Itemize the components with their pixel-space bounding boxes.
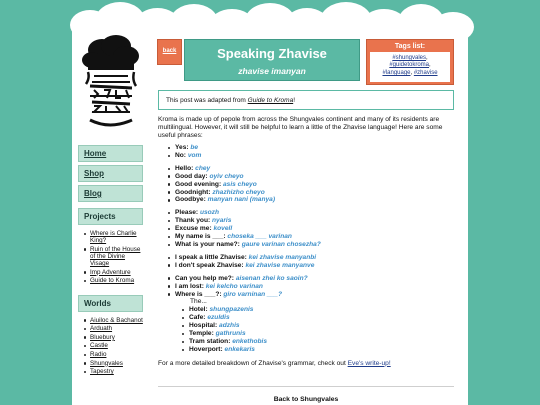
outro-text: For a more detailed breakdown of Zhavise's grammar, check out Eve's write-up!	[158, 359, 391, 367]
phrase-english: Yes:	[175, 144, 191, 151]
nav-shop[interactable]: Shop	[78, 165, 143, 182]
phrase-item	[168, 241, 456, 249]
phrase-zhavise: kei kelcho varinan	[205, 282, 263, 290]
phrase-zhavise: ezuldis	[207, 314, 230, 322]
phrase-english: Good evening:	[175, 180, 223, 188]
phrase-item	[168, 165, 456, 173]
phrase-item	[168, 209, 456, 217]
back-button[interactable]: back	[157, 39, 182, 65]
phrase-zhavise: chey	[195, 164, 211, 172]
project-item[interactable]: Imp Adventure	[84, 269, 145, 276]
tag-link[interactable]: #shungvales	[392, 55, 427, 61]
world-item[interactable]: Bluebury	[84, 334, 145, 341]
phrase-english: I don't speak Zhavise:	[175, 261, 246, 269]
tag-link[interactable]: #zhavise	[413, 69, 438, 76]
project-item[interactable]: Where is Charlie King?	[84, 230, 145, 244]
phrase-item	[182, 306, 456, 314]
world-item[interactable]: Arduath	[84, 325, 145, 332]
tag-link[interactable]: #language	[382, 69, 411, 76]
tags-list: #shungvales, #guidetokroma, #language, #zhavise	[370, 52, 450, 82]
phrase-english: My name is ___:	[175, 233, 228, 241]
phrase-item	[168, 254, 456, 262]
phrase-english: Good day:	[175, 172, 210, 180]
phrase-english: Tram station:	[189, 337, 233, 345]
phrase-english: I am lost:	[175, 282, 206, 290]
phrase-list	[168, 144, 456, 298]
page-title: Speaking Zhavise	[217, 46, 327, 61]
project-item[interactable]: Ruin of the House of the Divine Visage	[84, 246, 145, 268]
phrase-zhavise: kovell	[213, 225, 233, 233]
worlds-heading: Worlds	[78, 295, 143, 312]
phrase-item	[168, 291, 456, 299]
phrase-english: Cafe:	[189, 314, 208, 322]
the-label: The...	[190, 298, 207, 306]
intro-text: Kroma is made up of pepole from across the Shungvales continent and many of its residents are multilingual. However, it will still be helpful to learn a little of the Zhavise language! Here are some useful phrases:	[158, 116, 443, 139]
phrase-zhavise: nyaris	[212, 217, 232, 225]
divider	[158, 386, 454, 387]
phrase-zhavise: gathrunis	[215, 330, 246, 338]
phrase-zhavise: giro varninan ___?	[223, 290, 283, 298]
phrase-zhavise: aisenan zhei ko saoin?	[235, 274, 308, 282]
phrase-zhavise: shungpazenis	[209, 306, 254, 314]
project-item[interactable]: Guide to Kroma	[84, 277, 145, 284]
phrase-item	[168, 173, 456, 181]
phrase-zhavise: manyan nani (manya)	[207, 196, 276, 204]
sidebar	[78, 30, 145, 377]
back-to-shungvales-link[interactable]: Back to Shungvales	[273, 396, 339, 403]
phrase-item	[182, 338, 456, 346]
phrase-zhavise: gaure varinan chosezha?	[241, 240, 321, 248]
phrase-zhavise: enkekaris	[224, 345, 255, 353]
phrase-english: Goodnight:	[175, 188, 213, 196]
phrase-zhavise: vom	[187, 151, 202, 159]
phrase-zhavise: adzhis	[219, 322, 240, 330]
world-item[interactable]: Castle	[84, 342, 145, 349]
world-item[interactable]: Aiuiloc & Bachanot	[84, 317, 145, 324]
world-item[interactable]: Shungvales	[84, 360, 145, 367]
phrase-zhavise: enkethobis	[232, 337, 268, 345]
phrase-english: Temple:	[189, 330, 216, 338]
phrase-zhavise: kei zhavise manyanbi	[248, 253, 317, 261]
phrase-item	[168, 152, 456, 160]
phrase-item	[182, 314, 456, 322]
phrase-item	[168, 196, 456, 204]
phrase-english: Where is ___?:	[175, 290, 224, 298]
phrase-item	[168, 275, 456, 283]
phrase-english: I speak a little Zhavise:	[175, 253, 249, 261]
tag-link[interactable]: #guidetokroma	[389, 62, 430, 69]
phrase-english: Thank you:	[175, 217, 212, 225]
thunderstorm-studios-logo[interactable]	[80, 34, 142, 134]
phrase-zhavise: kei zhavise manyanve	[245, 261, 315, 269]
phrase-zhavise: choseka ___ varinan	[227, 233, 292, 241]
phrase-english: Hoverport:	[189, 345, 225, 353]
phrase-item	[168, 144, 456, 152]
worlds-list	[84, 317, 145, 376]
article-body	[158, 116, 456, 368]
phrase-item	[182, 346, 456, 354]
title-box	[184, 39, 360, 81]
phrase-item	[168, 262, 456, 270]
phrase-zhavise: usozh	[199, 209, 219, 217]
phrase-item	[182, 322, 456, 330]
phrase-item	[182, 330, 456, 338]
phrase-item	[168, 181, 456, 189]
guide-link[interactable]: Guide to Kroma	[247, 97, 294, 104]
world-item[interactable]: Tapestry	[84, 368, 145, 375]
phrase-english: Hotel:	[189, 306, 210, 314]
phrase-zhavise: zhazhizho cheyo	[212, 188, 265, 196]
phrase-item	[168, 217, 456, 225]
projects-heading: Projects	[78, 208, 143, 225]
world-item[interactable]: Radio	[84, 351, 145, 358]
page-subtitle: zhavise imanyan	[238, 66, 306, 76]
phrase-english: What is your name?:	[175, 240, 242, 248]
places-list	[182, 306, 456, 353]
projects-list	[84, 230, 145, 285]
write-up-link[interactable]: Eve's write-up!	[347, 359, 391, 367]
phrase-zhavise: oyiv cheyo	[209, 172, 244, 180]
phrase-english: No:	[175, 151, 188, 159]
tags-heading: Tags list:	[394, 43, 426, 50]
phrase-zhavise: asis cheyo	[223, 180, 257, 188]
phrase-english: Hello:	[175, 164, 196, 172]
tags-box	[366, 39, 454, 85]
phrase-item	[168, 225, 456, 233]
phrase-english: Hospital:	[189, 322, 220, 330]
phrase-item	[168, 283, 456, 291]
phrase-zhavise: be	[190, 144, 199, 151]
phrase-english: Excuse me:	[175, 225, 214, 233]
phrase-english: Please:	[175, 209, 200, 217]
nav-home[interactable]: Home	[78, 145, 143, 162]
nav-blog[interactable]: Blog	[78, 185, 143, 202]
adapted-notice: This post was adapted from Guide to Kroma!	[158, 90, 454, 110]
phrase-english: Can you help me?:	[175, 274, 236, 282]
phrase-item	[168, 189, 456, 197]
phrase-english: Goodbye:	[175, 196, 208, 204]
phrase-item	[168, 233, 456, 241]
